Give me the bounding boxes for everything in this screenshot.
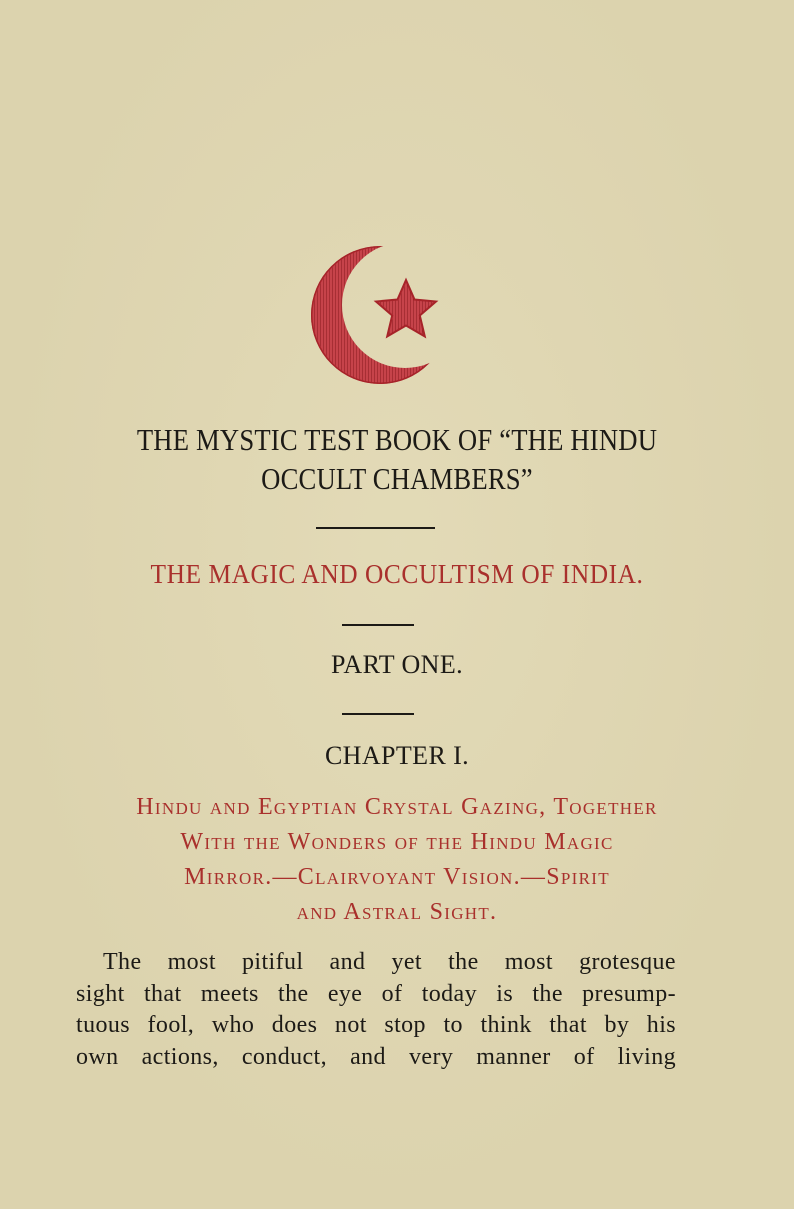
body-line: tuous fool, who does not stop to think that by his xyxy=(76,1012,676,1038)
crescent-star-icon xyxy=(308,243,453,388)
body-line: The most pitiful and yet the most grotesque xyxy=(103,949,676,975)
divider-rule xyxy=(342,713,414,715)
chapter-summary-line: and Astral Sight. xyxy=(296,899,498,925)
body-line: own actions, conduct, and very manner of living xyxy=(76,1043,676,1070)
book-title-line-1: THE MYSTIC TEST BOOK OF “THE HINDU xyxy=(136,422,658,457)
body-line: sight that meets the eye of today is the presump- xyxy=(76,980,676,1007)
chapter-heading: CHAPTER I. xyxy=(324,741,470,770)
body-paragraph xyxy=(76,947,676,1073)
book-subtitle: THE MAGIC AND OCCULTISM OF INDIA. xyxy=(150,559,644,589)
divider-rule xyxy=(316,527,435,529)
part-heading: PART ONE. xyxy=(330,650,464,679)
book-title xyxy=(56,420,739,498)
divider-rule xyxy=(342,624,414,626)
chapter-summary-line: With the Wonders of the Hindu Magic xyxy=(180,829,614,855)
chapter-summary xyxy=(60,790,734,930)
chapter-summary-line: Hindu and Egyptian Crystal Gazing, Together xyxy=(136,794,658,820)
book-title-line-2: OCCULT CHAMBERS” xyxy=(261,461,533,496)
chapter-summary-line: Mirror.—Clairvoyant Vision.—Spirit xyxy=(184,864,610,890)
